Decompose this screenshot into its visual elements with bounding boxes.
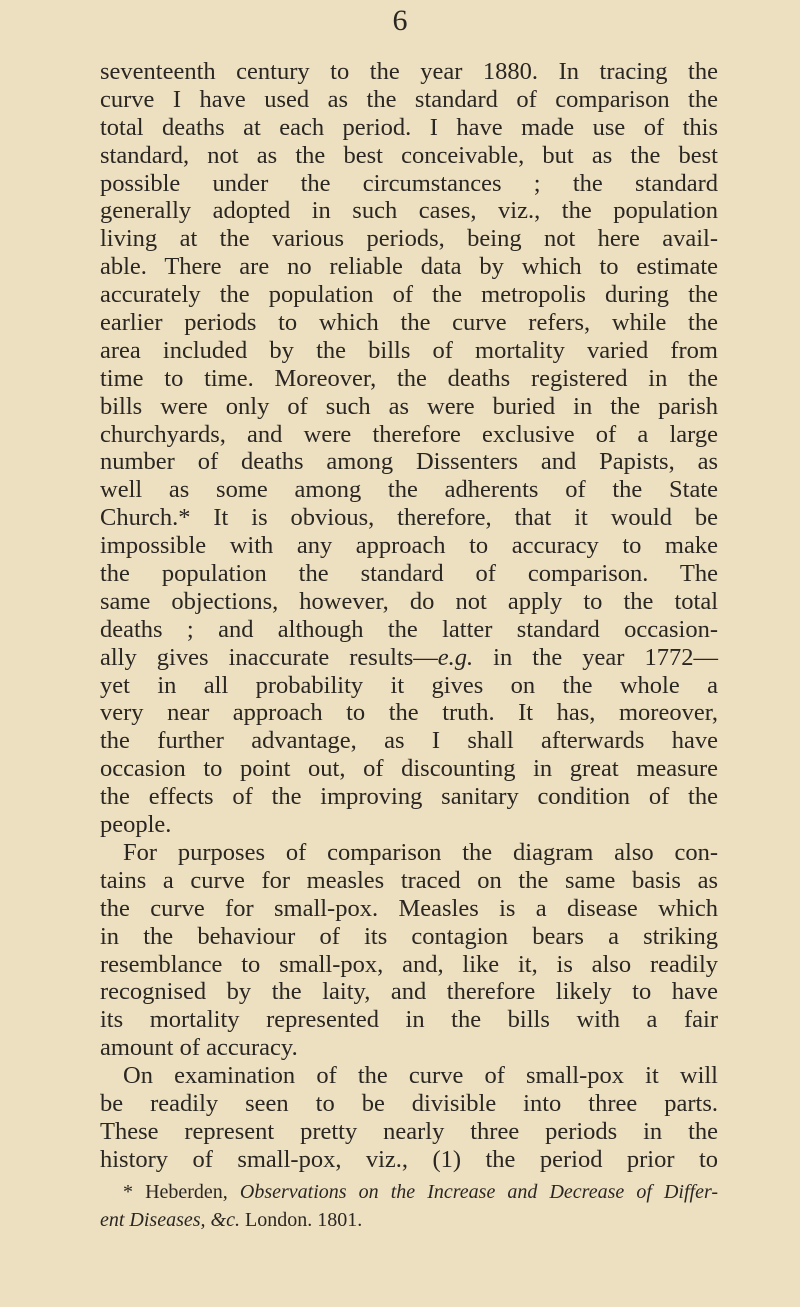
text-line [100, 978, 718, 1006]
body-text [100, 58, 718, 1174]
text-segment: resemblance to small-pox, and, like it, is also readily [100, 950, 718, 978]
text-line [100, 699, 718, 727]
text-segment: able. There are no reliable data by which to estimate [100, 253, 718, 281]
footnote-line [100, 1178, 718, 1206]
text-line [100, 393, 718, 421]
text-segment: living at the various periods, being not here avail- [100, 225, 718, 253]
text-line [100, 281, 718, 309]
text-segment: time to time. Moreover, the deaths registered in the [100, 364, 718, 392]
text-line [100, 448, 718, 476]
text-segment: number of deaths among Dissenters and Papists, as [100, 448, 718, 476]
text-segment: standard, not as the best conceivable, but as the best [100, 141, 718, 169]
text-segment: possible under the circumstances ; the standard [100, 169, 718, 197]
text-line [100, 895, 718, 923]
text-segment: accurately the population of the metropolis during the [100, 281, 718, 309]
text-segment: earlier periods to which the curve refers, while the [100, 309, 718, 337]
text-line [100, 337, 718, 365]
text-segment: be readily seen to be divisible into three parts. [100, 1089, 718, 1117]
text-segment: in the behaviour of its contagion bears a striking [100, 922, 718, 950]
text-segment: area included by the bills of mortality varied from [100, 336, 718, 364]
text-segment: tains a curve for measles traced on the same basis as [100, 866, 718, 894]
text-segment: people. [100, 811, 172, 839]
text-segment: the effects of the improving sanitary condition of the [100, 783, 718, 811]
text-segment: the further advantage, as I shall afterwards have [100, 727, 718, 755]
footnote [100, 1178, 718, 1234]
text-segment: the population the standard of comparison. The [100, 560, 718, 588]
text-line [100, 727, 718, 755]
text-segment: well as some among the adherents of the State [100, 476, 718, 504]
text-segment: amount of accuracy. [100, 1034, 298, 1062]
italic-text: ent Diseases, &c. [100, 1208, 240, 1231]
text-line [100, 951, 718, 979]
text-segment: * Heberden, [123, 1181, 240, 1203]
text-segment: On examination of the curve of small-pox it will [123, 1062, 718, 1090]
text-line [100, 560, 718, 588]
text-segment: ally gives inaccurate results— [100, 643, 438, 671]
italic-text: e.g. [437, 643, 474, 671]
text-line [100, 421, 718, 449]
footnote-line [100, 1206, 718, 1234]
text-line [100, 1090, 718, 1118]
text-segment: impossible with any approach to accuracy to make [100, 532, 718, 560]
text-line [100, 58, 718, 86]
page-number: 6 [392, 4, 408, 37]
text-line [100, 1118, 718, 1146]
text-line [100, 1062, 718, 1090]
text-line [100, 142, 718, 170]
text-segment: yet in all probability it gives on the whole a [100, 671, 718, 699]
text-line [100, 1034, 718, 1062]
text-line [100, 1006, 718, 1034]
text-line [100, 253, 718, 281]
text-line [100, 225, 718, 253]
text-line [100, 616, 718, 644]
text-line [100, 504, 718, 532]
text-line [100, 476, 718, 504]
text-line [100, 839, 718, 867]
text-segment: Church.* It is obvious, therefore, that it would be [100, 504, 718, 532]
text-segment: seventeenth century to the year 1880. In tracing the [100, 58, 718, 85]
text-segment: bills were only of such as were buried in the parish [100, 392, 718, 420]
text-line [100, 365, 718, 393]
text-segment: These represent pretty nearly three periods in the [100, 1117, 718, 1145]
text-line [100, 86, 718, 114]
text-line [100, 588, 718, 616]
text-line [100, 532, 718, 560]
text-line [100, 923, 718, 951]
text-segment: For purposes of comparison the diagram also con- [123, 838, 718, 866]
text-line [100, 114, 718, 142]
text-line [100, 755, 718, 783]
text-segment: generally adopted in such cases, viz., the population [100, 197, 718, 225]
italic-text: Observations on the Increase and Decrease of Differ- [239, 1181, 718, 1203]
text-line [100, 197, 718, 225]
text-segment: churchyards, and were therefore exclusive of a large [100, 420, 718, 448]
text-line [100, 644, 718, 672]
text-line [100, 672, 718, 700]
text-line [100, 811, 718, 839]
text-segment: the curve for small-pox. Measles is a disease which [100, 894, 718, 922]
text-line [100, 1146, 718, 1174]
text-segment: same objections, however, do not apply to the total [100, 587, 718, 615]
text-line [100, 867, 718, 895]
text-segment: recognised by the laity, and therefore likely to have [100, 978, 718, 1006]
text-segment: deaths ; and although the latter standard occasion- [100, 615, 718, 643]
text-segment: total deaths at each period. I have made use of this [100, 113, 718, 141]
text-line [100, 309, 718, 337]
text-segment: curve I have used as the standard of comparison the [100, 85, 718, 113]
text-segment: in the year 1772— [473, 643, 718, 671]
text-segment: its mortality represented in the bills with a fair [100, 1006, 718, 1034]
text-segment: London. 1801. [239, 1208, 363, 1231]
text-line [100, 170, 718, 198]
text-segment: occasion to point out, of discounting in great measure [100, 755, 718, 783]
text-segment: history of small-pox, viz., (1) the period prior to [100, 1145, 718, 1173]
text-segment: very near approach to the truth. It has, moreover, [100, 699, 718, 727]
text-line [100, 783, 718, 811]
